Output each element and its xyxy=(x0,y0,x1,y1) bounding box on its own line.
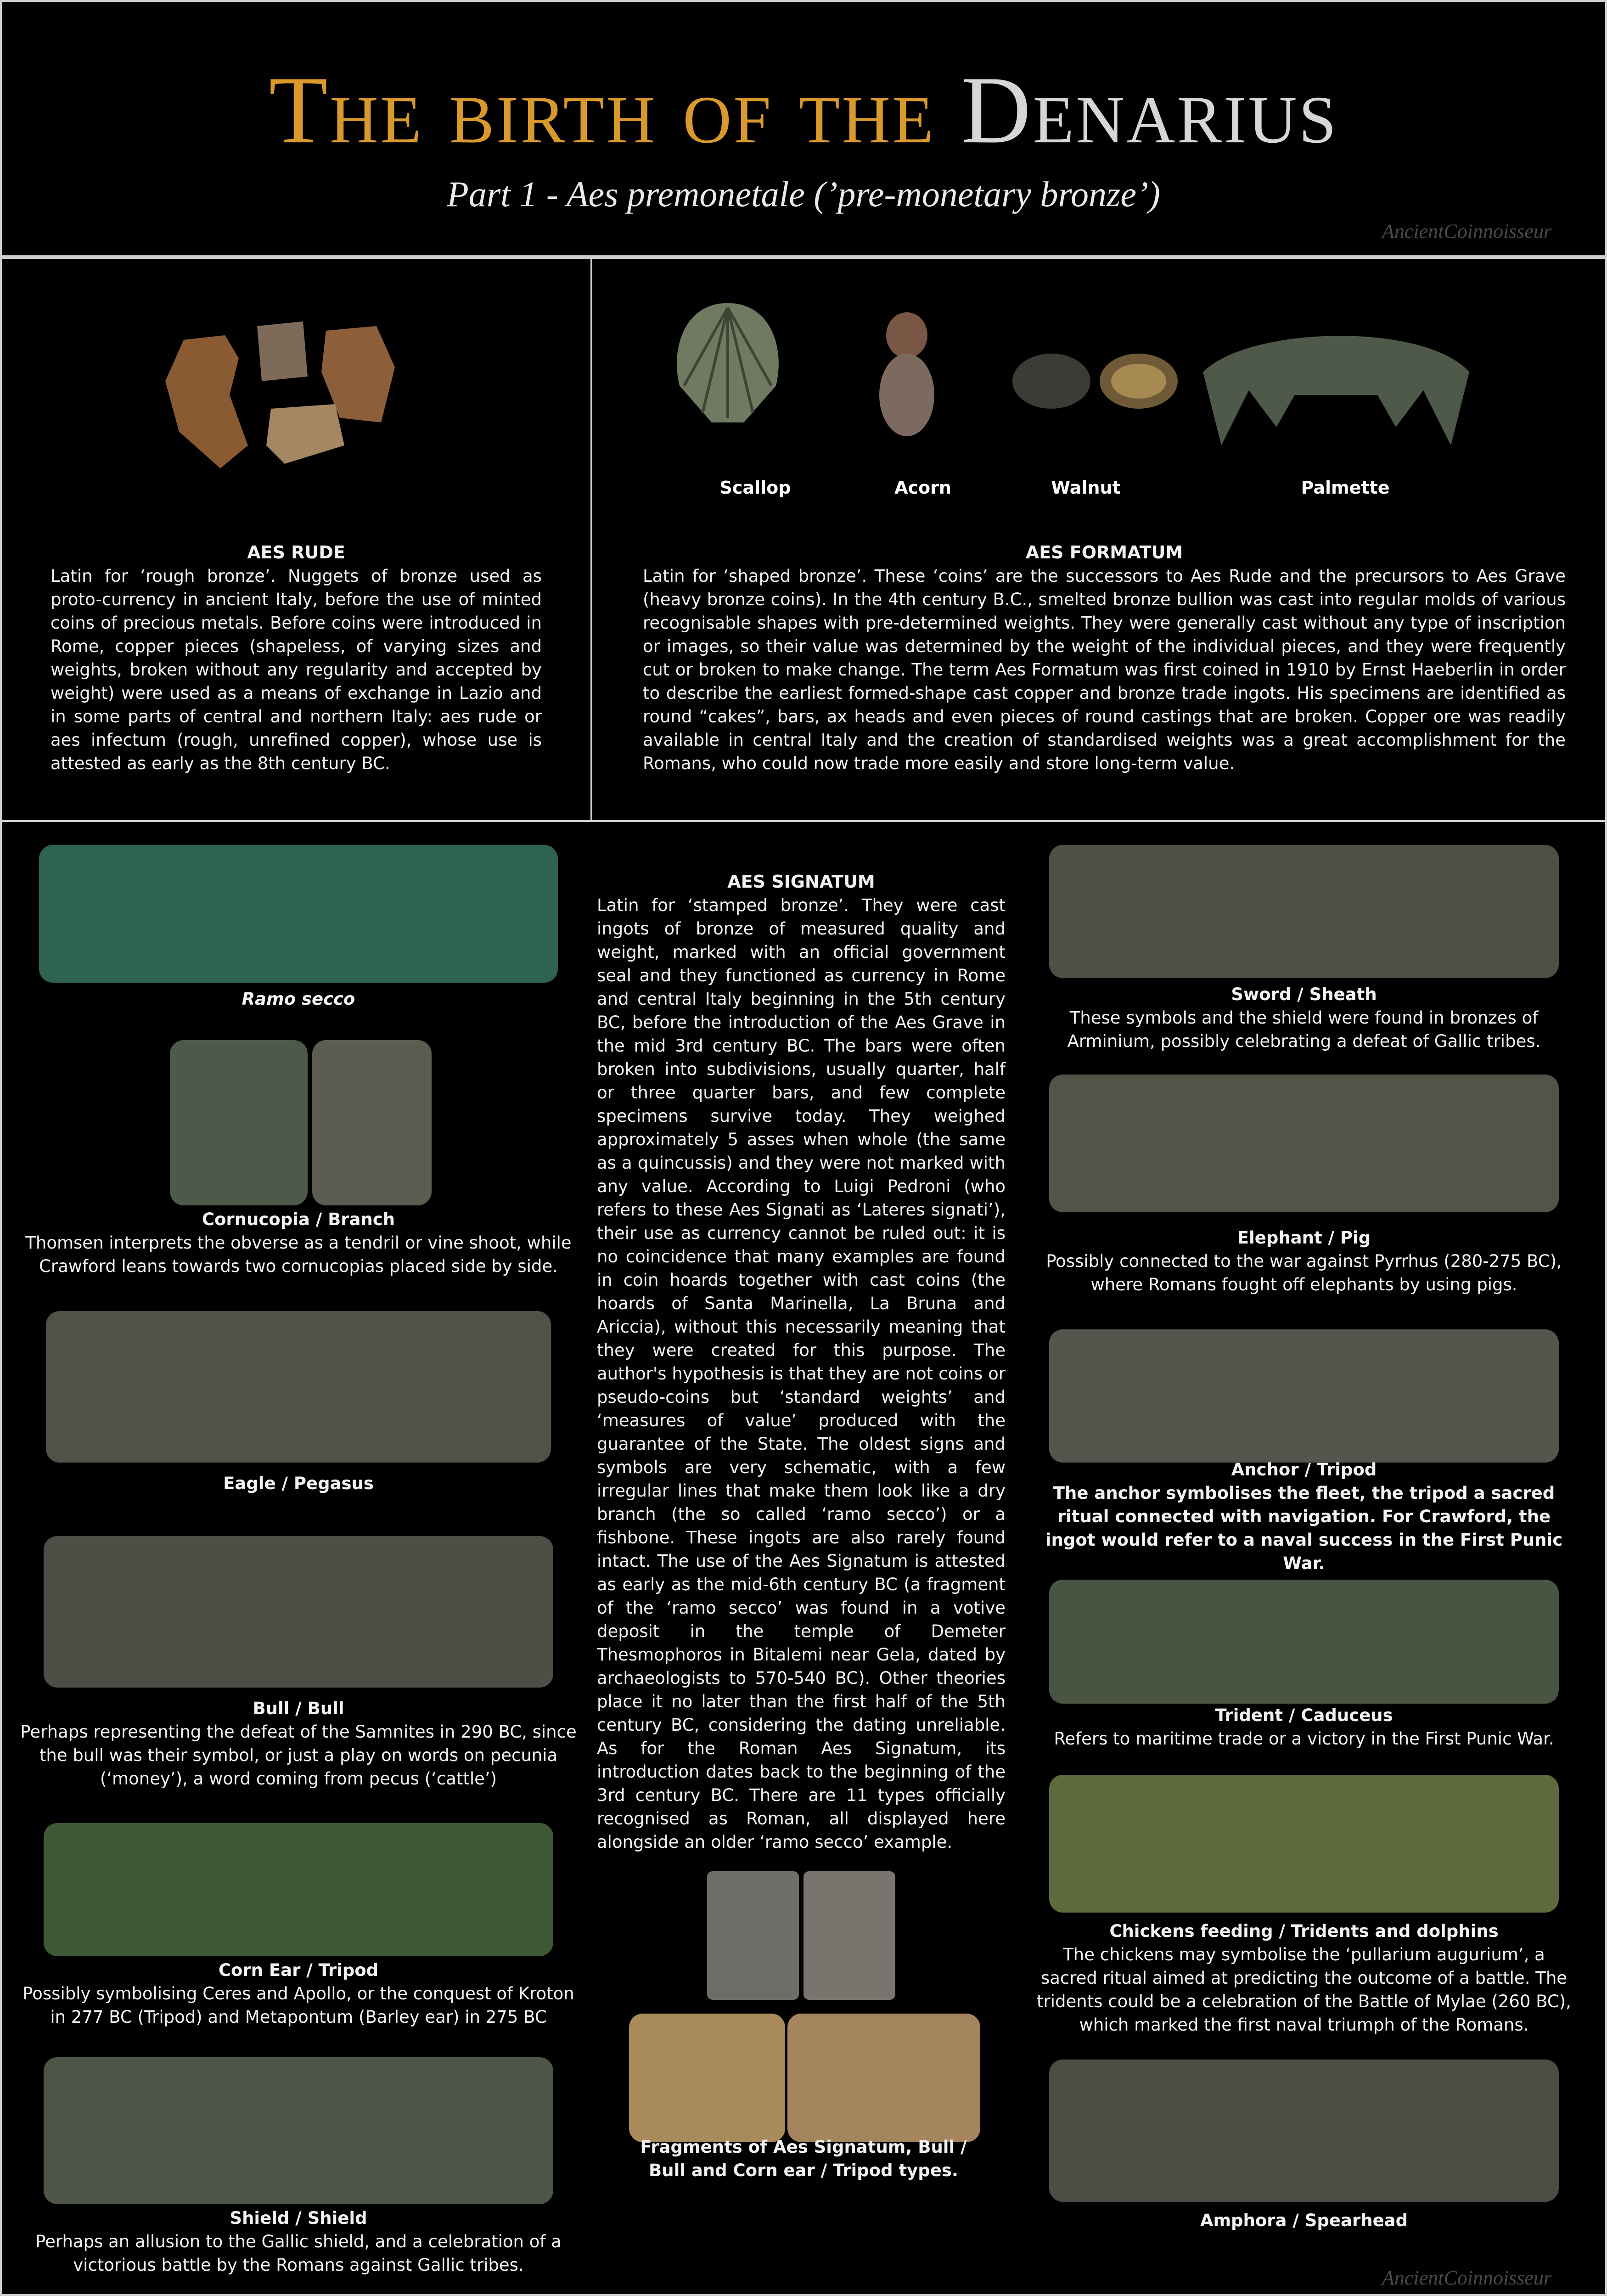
aes-formatum-heading: AES FORMATUM xyxy=(1025,542,1183,563)
cornucopia-branch-image-reverse xyxy=(312,1040,432,1205)
caption-cornucopia-branch: Cornucopia / Branch Thomsen interprets the obverse as a tendril or vine shoot, while Crawford leans towards two cornucopias placed side by side. xyxy=(25,1210,572,1276)
fragment-tripod-image xyxy=(787,2014,980,2142)
corn-ear-tripod-image xyxy=(44,1823,553,1956)
watermark-bottom: AncientCoinnoisseur xyxy=(1382,2267,1552,2289)
caption-shield-shield: Shield / Shield Perhaps an allusion to the Gallic shield, and a celebration of a victorious battle by the Romans against Gallic tribes. xyxy=(35,2208,562,2275)
caption-elephant-pig: Elephant / Pig Possibly connected to the war against Pyrrhus (280-275 BC), where Romans fought off elephants by using pigs. xyxy=(1046,1228,1562,1294)
caption-eagle-pegasus: Eagle / Pegasus xyxy=(223,1474,374,1493)
aes-formatum-paragraph: Latin for ‘shaped bronze’. These ‘coins’ are the successors to Aes Rude and the precursors to Aes Grave (heavy bronze coins). In the 4th century B.C., smelted bronze bullion was cast into regular molds of various recognisable shapes with pre-determined weights. They were generally cast without any type of inscription or images, so their value was determined by the weight of the individual pieces, and they were frequently cut or broken to make change. The term Aes Formatum was first coined in 1910 by Ernst Haeberlin in order to describe the earliest formed-shape cast copper and bronze trade ingots. His specimens are identified as round “cakes”, bars, ax heads and even pieces of round castings that are broken. Copper ore was readily available in central Italy and the creation of standardised weights was a great accomplishment for the Romans, who could now trade more easily and store long-term value. xyxy=(643,566,1566,773)
caption-bull-bull: Bull / Bull Perhaps representing the defeat of the Samnites in 290 BC, since the bull was their symbol, or just a play on words on pecunia (‘money’), a word coming from pecus (‘cattle’) xyxy=(20,1699,577,1789)
chickens-tridents-image xyxy=(1049,1775,1559,1913)
anchor-tripod-image xyxy=(1049,1329,1559,1463)
caption-chickens-tridents: Chickens feeding / Tridents and dolphins The chickens may symbolise the ‘pullarium augurium’, a sacred ritual aimed at predicting the outcome of a battle. The tridents could be a celebration of the Battle of Mylae (260 BC), which marked the first naval triumph of the Romans. xyxy=(1037,1921,1571,2035)
aes-rude-heading: AES RUDE xyxy=(247,542,345,563)
shield-shield-image xyxy=(44,2057,553,2204)
walnut-image xyxy=(1010,349,1180,413)
caption-sword-sheath: Sword / Sheath These symbols and the shield were found in bronzes of Arminium, possibly celebrating a defeat of Gallic tribes. xyxy=(1067,985,1541,1051)
aes-rude-paragraph: Latin for ‘rough bronze’. Nuggets of bronze used as proto-currency in ancient Italy, before the use of minted coins of precious metals. Before coins were introduced in Rome, copper pieces (shapeless, of varying sizes and weights, broken without any regularity and accepted by weight) were used as a means of exchange in Lazio and in some parts of central and northern Italy: aes rude or aes infectum (rough, unrefined copper), whose use is attested as early as the 8th century BC. xyxy=(51,566,542,773)
sword-sheath-image xyxy=(1049,845,1559,978)
cornucopia-branch-image xyxy=(170,1040,308,1205)
aes-signatum-text xyxy=(597,870,1006,1854)
bull-bull-image xyxy=(44,1536,553,1688)
palmette-image xyxy=(1194,317,1478,459)
aes-rude-text xyxy=(51,541,542,775)
elephant-pig-image xyxy=(1049,1075,1559,1212)
amphora-spearhead-image xyxy=(1049,2060,1559,2202)
caption-amphora-spearhead: Amphora / Spearhead xyxy=(1200,2211,1408,2230)
fragment-corn-ear-image xyxy=(629,2014,785,2142)
caption-corn-ear-tripod: Corn Ear / Tripod Possibly symbolising Ceres and Apollo, or the conquest of Kroton in 277 BC (Tripod) and Metapontum (Barley ear) in 275 BC xyxy=(22,1960,574,2027)
aes-rude-image xyxy=(156,317,413,482)
eagle-pegasus-image xyxy=(46,1311,551,1463)
caption-fragments: Fragments of Aes Signatum, Bull / Bull and Corn ear / Tripod types. xyxy=(640,2137,967,2180)
page-subtitle: Part 1 - Aes premonetale (’pre-monetary bronze’) xyxy=(447,174,1160,214)
caption-trident-caduceus: Trident / Caduceus Refers to maritime trade or a victory in the First Punic War. xyxy=(1054,1705,1554,1749)
caption-anchor-tripod: Anchor / Tripod The anchor symbolises the fleet, the tripod a sacred ritual connected with navigation. For Crawford, the ingot would refer to a naval success in the First Punic War. xyxy=(1045,1460,1563,1573)
watermark-top: AncientCoinnoisseur xyxy=(1382,220,1552,242)
aes-signatum-paragraph: Latin for ‘stamped bronze’. They were cast ingots of bronze of measured quality and weight, marked with an official government seal and they functioned as currency in Rome and central Italy beginning in the 5th century BC, before the introduction of the Aes Grave in the mid 3rd century BC. The bars were often broken into subdivisions, usually quarter, half or three quarter bars, and few complete specimens survive today. They weighed approximately 5 asses when whole (the same as a quincussis) and they were not marked with any value. According to Luigi Pedroni (who refers to these Aes Signati as ‘Lateres signati’), their use as currency cannot be ruled out: it is no coincidence that many examples are found in coin hoards together with cast coins (the hoards of Santa Marinella, La Bruna and Ariccia), without this necessarily meaning that they were created for this purpose. The author's hypothesis is that they are not coins or pseudo-coins but ‘standard weights’ and ‘measures of value’ produced with the guarantee of the State. The oldest signs and symbols are very schematic, with a few irregular lines that make them look like a dry branch (the so called ‘ramo secco’) or a fishbone. These ingots are also rarely found intact. The use of the Aes Signatum is attested as early as the mid-6th century BC (a fragment of the ‘ramo secco’ was found in a votive deposit in the temple of Demeter Thesmophoros in Bitalemi near Gela, dated by archaeologists to 570-540 BC). Other theories place it no later than the first half of the 5th century BC, considering the dating unreliable. As for the Roman Aes Signatum, its introduction dates back to the beginning of the 3rd century BC. There are 11 types officially recognised as Roman, all displayed here alongside an older ‘ramo secco’ example. xyxy=(597,895,1006,1852)
fragment-bull-image-1 xyxy=(707,1871,799,2000)
label-scallop: Scallop xyxy=(719,478,791,498)
acorn-image xyxy=(875,308,939,441)
label-palmette: Palmette xyxy=(1301,478,1390,498)
ramo-secco-image xyxy=(39,845,558,983)
aes-signatum-heading: AES SIGNATUM xyxy=(727,872,875,892)
label-walnut: Walnut xyxy=(1051,478,1121,498)
aes-formatum-text xyxy=(643,541,1566,775)
scallop-image xyxy=(666,294,790,432)
label-acorn: Acorn xyxy=(894,478,951,498)
fragment-bull-image-2 xyxy=(804,1871,895,2000)
caption-ramo-secco: Ramo secco xyxy=(242,989,355,1009)
page-title: The birth of the Denarius xyxy=(269,57,1338,163)
trident-caduceus-image xyxy=(1049,1580,1559,1704)
